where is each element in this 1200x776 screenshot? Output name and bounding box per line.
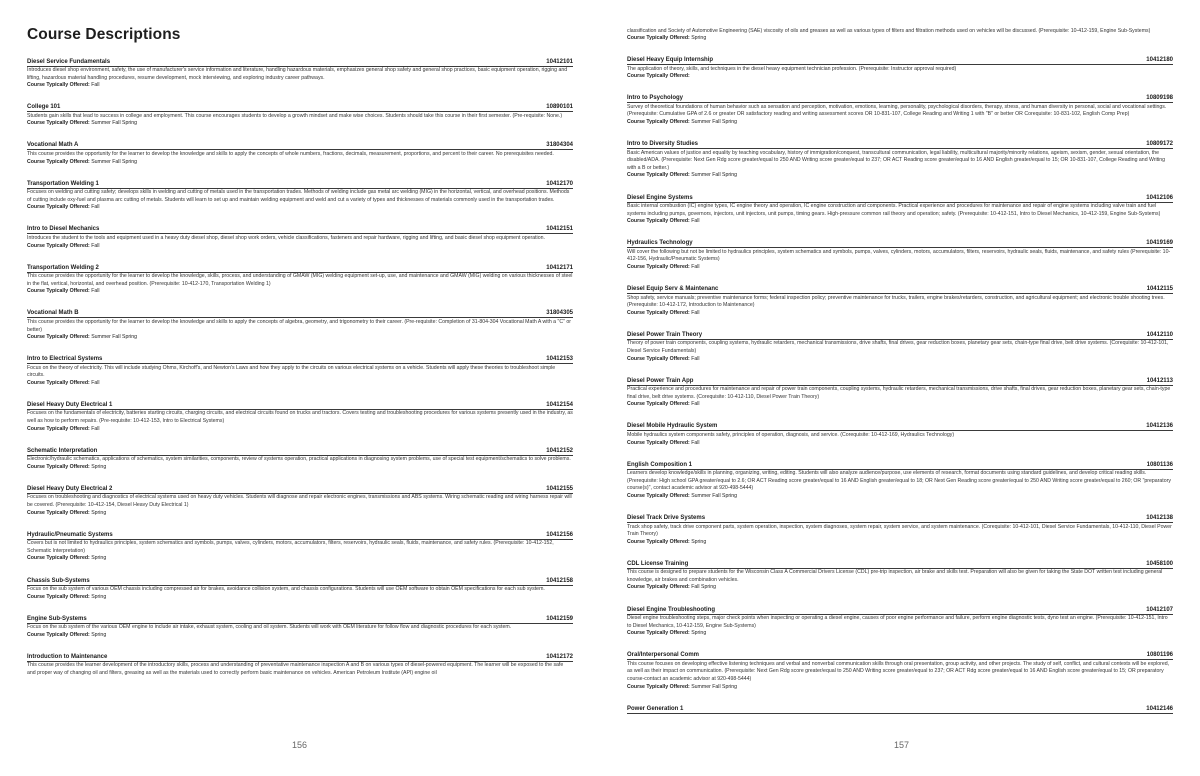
- course-number: 31804305: [546, 310, 573, 317]
- course-title: Diesel Heavy Duty Electrical 2: [27, 485, 113, 492]
- course-offered: [627, 73, 1173, 81]
- offered-terms: Fall: [691, 401, 700, 408]
- course-offered: [627, 35, 1173, 43]
- course-description: This course focuses on developing effective listening techniques and verbal and nonverbal communication skills through oral presentation, group activity, and other projects. The study of self, conflict, and cultural contexts will be explored, as well as their impact on communication. (Prerequisite: Next Gen Rdg score greater/equal to 250 AND Writing score greater/equal to 237; OR ACT Rdg score greater/equal to 16 AND English score greater/equal to 15; OR preparatory course-contact an academic advisor at 920-498-5444): [627, 660, 1170, 683]
- course-header: [627, 376, 1173, 386]
- course-description: Track shop safety, track drive component parts, system operation, inspection, system diagnoses, system repair, system service, and system maintenance. (Corequisite: 10-412-101, Diesel Service Fundamentals, 10-412-110, Diesel Power Train Theory): [627, 523, 1172, 538]
- offered-terms: Spring: [691, 630, 707, 637]
- course-number: 10412152: [546, 447, 573, 454]
- course-offered: [627, 440, 1173, 448]
- course-title: Diesel Engine Systems: [627, 194, 693, 201]
- offered-terms: Fall: [691, 309, 700, 316]
- offered-label: Course Typically Offered:: [27, 593, 90, 600]
- course-description: Shop safety, service manuals; preventive maintenance forms; federal inspection policy; preventive maintenance for trucks, trailers, engine brakes/retarders, construction, and agricultural equipment; and electronic trouble shooting trees. (Prerequisite: 10-412-172, Introduction to Maintenance): [627, 294, 1165, 309]
- course-description: Learners develop knowledge/skills in planning, organizing, writing, editing. Students will also analyze audience/purpose, use elements of research, format documents using standard guidelines, and develop critical reading skills. (Prerequisite: High school GPA greater/equal to 2.6; OR ACT Reading score greater/equal to 16 AND English greater/equal to 18; OR Next Gen Reading score greater/equal to 250 AND Writing score greater/equal to 260; OR "preparatory course(s)", contact academic advisor at 920-498-5444): [627, 470, 1171, 492]
- course-title: Engine Sub-Systems: [27, 615, 87, 622]
- course-title: Diesel Power Train Theory: [627, 331, 703, 338]
- offered-terms: Spring: [91, 509, 107, 516]
- course-entry: [627, 651, 1173, 691]
- course-number: 10458100: [1146, 560, 1173, 567]
- offered-label: Course Typically Offered:: [627, 538, 690, 545]
- course-entry: [27, 446, 573, 471]
- course-description: Introduces diesel shop environment, safety, the use of manufacturer's service information and literature, handling hazardous materials, emphasizes general shop safety and general shop practices, basic equipment operation, rigging and lifting, hazardous material handling procedures, resume development, mock interviewing, and exploring industry career pathways.: [27, 67, 568, 81]
- course-title: Diesel Heavy Equip Internship: [627, 57, 714, 64]
- course-entry: [627, 605, 1173, 638]
- course-offered: [627, 493, 1173, 501]
- course-number: 10809198: [1146, 95, 1173, 102]
- course-header: [627, 239, 1173, 249]
- course-offered: [27, 82, 573, 90]
- offered-label: Course Typically Offered:: [27, 463, 90, 470]
- offered-label: Course Typically Offered:: [27, 288, 90, 295]
- course-header: [27, 263, 573, 273]
- course-number: 10801196: [1146, 652, 1173, 659]
- course-offered: [27, 594, 573, 602]
- course-number: 10412106: [1146, 194, 1173, 201]
- offered-label: Course Typically Offered:: [627, 119, 690, 126]
- course-number: 10801136: [1146, 461, 1173, 468]
- course-offered: [627, 264, 1173, 272]
- course-entry: [627, 330, 1173, 363]
- page-number: 156: [292, 740, 308, 750]
- course-header: [27, 484, 573, 494]
- offered-label: Course Typically Offered:: [27, 555, 90, 562]
- offered-label: Course Typically Offered:: [627, 172, 690, 179]
- course-description: Electronic/hydraulic schematics, applications of schematics, system similarities, components, review of systems operation, practical applications in diagnosing system problems, use of special test equipment/schematics to solve problems.: [27, 456, 571, 463]
- offered-terms: Fall: [91, 204, 100, 211]
- course-entry: [27, 309, 573, 342]
- course-number: 10412170: [546, 180, 573, 187]
- course-entry: [27, 400, 573, 433]
- offered-label: Course Typically Offered:: [627, 683, 690, 690]
- course-title: Diesel Track Drive Systems: [627, 515, 706, 521]
- course-header: [27, 309, 573, 319]
- course-title: Oral/Interpersonal Comm: [627, 652, 700, 659]
- course-title: Introduction to Maintenance: [27, 653, 108, 660]
- offered-terms: Spring: [91, 593, 107, 600]
- offered-label: Course Typically Offered:: [27, 120, 90, 127]
- course-entry: [627, 460, 1173, 500]
- course-description: Focus on the theory of electricity. This will include studying Ohms, Kirchoff's, and Newton's Laws and how they apply to the circuits on various electrical systems on a vehicle. Students will apply these theories to troubleshoot simple circuits.: [27, 364, 556, 379]
- course-offered: [627, 119, 1173, 127]
- offered-terms: Fall: [91, 288, 100, 295]
- course-header: [627, 193, 1173, 203]
- course-title: College 101: [27, 104, 61, 111]
- course-title: CDL License Training: [627, 560, 689, 567]
- course-header: [627, 514, 1173, 524]
- course-description: Survey of theoretical foundations of human behavior such as sensation and perception, motivation, emotions, learning, personality, psychological disorders, therapy, stress, and human diversity in personal, social and vocational settings. (Prerequisite: Cumulative GPA of 2.6 or greater OR satisfactory reading and writing assessment scores OR 10-831-107, College Reading and Writing 1 with "B" or better OR Corequisite: 10-831-102, English Comp Prep): [627, 103, 1167, 118]
- course-title: Vocational Math A: [27, 142, 79, 149]
- offered-label: Course Typically Offered:: [27, 509, 90, 516]
- offered-terms: Spring: [91, 555, 107, 562]
- offered-label: Course Typically Offered:: [627, 401, 690, 408]
- course-entry: [627, 193, 1173, 226]
- course-description: Covers but is not limited to hydraulics principles, system schematics and symbols, pumps, valves, cylinders, motors, accumulators, filters, reservoirs, hydraulic seals, fluids, maintenance, and safety rules. (Prerequisite: 10-412-152, Schematic Interpretation): [27, 540, 554, 554]
- offered-terms: Fall: [91, 82, 100, 89]
- course-number: 10412156: [546, 531, 573, 538]
- course-title: Diesel Power Train App: [627, 377, 694, 384]
- course-number: 10419169: [1146, 240, 1173, 247]
- course-number: 10412101: [546, 58, 573, 65]
- page-number: 157: [894, 740, 910, 750]
- course-number: 10412180: [1146, 57, 1173, 64]
- course-description: Basic American values of justice and equality by teaching vocabulary, history of immigration/conquest, transcultural communication, legal liability, multicultural majority/minority relations, ageism, sexism, gender, sexual orientation, the disabled/ADA. (Prerequisite: Next Gen Rdg score greater/equal to 250 AND Writing score greater/equal to 237; OR ACT Reading score greater/equal to 16 AND English greater/equal to 15; OR 10-831-107, College Reading and Writing with a B or better.): [627, 149, 1166, 171]
- course-entry: [627, 559, 1173, 592]
- offered-terms: Spring: [91, 631, 107, 638]
- course-offered: [627, 356, 1173, 364]
- course-number: 10412153: [546, 356, 573, 363]
- offered-terms: Spring: [691, 538, 707, 545]
- course-offered: [27, 159, 573, 167]
- course-title: Diesel Equip Serv & Maintenanc: [627, 286, 719, 293]
- left-page: [27, 0, 573, 776]
- offered-terms: Fall: [91, 425, 100, 432]
- course-title: Schematic Interpretation: [27, 447, 98, 454]
- course-number: 10412136: [1146, 423, 1173, 430]
- offered-terms: Fall: [691, 264, 700, 270]
- course-entry: [627, 422, 1173, 447]
- offered-terms: Fall: [691, 355, 700, 362]
- course-offered: [627, 584, 1173, 592]
- offered-label: Course Typically Offered:: [27, 379, 90, 386]
- course-entry: [27, 225, 573, 250]
- course-header: [27, 576, 573, 586]
- course-description: The application of theory, skills, and techniques in the diesel heavy equipment technician profession. (Prerequisite: Instructor approval required): [627, 65, 957, 72]
- course-offered: [627, 684, 1173, 692]
- course-description: Introduces the student to the tools and equipment used in a heavy duty diesel shop, diesel shop work orders, vehicle classifications, fasteners and repair hardware, rigging and lifting, and basic diesel shop equipment operation.: [27, 234, 545, 241]
- course-offered: [27, 243, 573, 251]
- course-description: Focuses on troubleshooting and diagnostics of electrical systems used on heavy duty vehicles. Students will diagnose and repair electronic engines, transmissions and ABS systems. Wiring schematic reading and wiring harness repair will be covered. (Prerequisite: 10-412-154, Diesel Heavy Duty Electrical 1): [27, 494, 572, 509]
- course-offered: [27, 555, 573, 563]
- course-description: This course provides the learner development of the introductory skills, process and understanding of preventative maintenance inspection A and B on various types of diesel-powered equipment. The learner will be exposed to the safe and proper way of changing oil and filters, greasing as well as the materials used to correctly perform basic maintenance on vehicles. American Petroleum Institute (API) engine oil: [27, 662, 564, 676]
- course-number: 10412115: [1146, 286, 1173, 293]
- course-list: [627, 27, 1173, 714]
- course-offered: [27, 426, 573, 434]
- course-title: English Composition 1: [627, 461, 693, 468]
- course-entry: [627, 514, 1173, 547]
- course-header: [27, 614, 573, 624]
- offered-label: Course Typically Offered:: [27, 158, 90, 165]
- offered-terms: Summer Fall Spring: [91, 120, 138, 127]
- course-number: 31804304: [546, 142, 573, 149]
- course-entry: [627, 285, 1173, 318]
- page-title: Course Descriptions: [27, 26, 181, 43]
- course-title: Diesel Service Fundamentals: [27, 58, 111, 65]
- course-title: Diesel Heavy Duty Electrical 1: [27, 401, 113, 408]
- course-header: [27, 355, 573, 365]
- course-description: Focuses on the fundamentals of electricity, batteries starting circuits, charging circuits, and electrical circuits found on trucks and tractors. Covers testing and troubleshooting procedures for various systems presently used in the industry, as well as how to perform repairs. (Pre-requisite: 10-412-153, Intro to Electrical Systems): [27, 410, 573, 425]
- course-description: Students gain skills that lead to success in college and employment. This course encourages students to develop a growth mindset and make wise choices. Students should take this course in their first semester. (Pre-requisite: None.): [27, 112, 563, 119]
- offered-label: Course Typically Offered:: [627, 218, 690, 225]
- course-entry: [27, 530, 573, 563]
- course-title: Intro to Diversity Studies: [627, 141, 699, 148]
- course-header: [27, 103, 573, 113]
- course-offered: [627, 172, 1173, 180]
- course-entry: [627, 239, 1173, 272]
- course-description: Basic internal combustion (IC) engine types, IC engine theory and operation, IC engine construction and components. Practical experience and procedures for maintenance and repair of engine systems including valve train and fuel systems including pumps, governors, injectors, unit injectors, unit pumps, timing gears. High-pressure common rail theory and operation; safety. (Prerequisite: 10-412-151, Intro to Diesel Mechanics, 10-412-159, Engine Sub-Systems): [627, 203, 1161, 217]
- course-description: Focuses on welding and cutting safety; develops skills in welding and cutting of metals used in the transportation trades. Methods of welding include gas metal arc welding (MIG) in the horizontal, vertical, and overhead positions. Methods of cutting include oxy-fuel and plasma arc cutting of metals. Students will learn to set up and maintain welding equipment and weld and cut a variety of types and thicknesses of materials commonly used in the transportation trades.: [27, 189, 570, 203]
- course-description: Diesel engine troubleshooting steps, major check points when inspecting or operating a diesel engine, causes of poor engine performance and failure, perform engine diagnostic tests, dyno test an engine. (Prerequisite: 10-412-151, Intro to Diesel Mechanics, 10-412-159, Engine Sub-Systems): [627, 615, 1168, 629]
- course-number: 10412171: [546, 264, 573, 271]
- offered-terms: Summer Fall Spring: [91, 158, 138, 165]
- offered-terms: Summer Fall Spring: [91, 334, 138, 341]
- course-number: 10809172: [1146, 141, 1173, 148]
- course-entry: [627, 140, 1173, 180]
- offered-label: Course Typically Offered:: [27, 334, 90, 341]
- offered-terms: Fall: [691, 439, 700, 446]
- course-number: 10412110: [1146, 331, 1173, 338]
- offered-label: Course Typically Offered:: [27, 204, 90, 211]
- course-header: [27, 652, 573, 662]
- course-header: [627, 651, 1173, 661]
- course-offered: [27, 120, 573, 128]
- course-entry: [627, 94, 1173, 127]
- course-description: This course provides the opportunity for the learner to develop the knowledge, skills, process, and understanding of GMAW (MIG) welding equipment set-up, use, and maintenance and GMAW (MIG) welding on various thicknesses of steel in the flat, vertical, horizontal, and overhead position. (Prerequisite: 10-412-170, Transportation Welding 1): [27, 273, 573, 287]
- offered-label: Course Typically Offered:: [27, 242, 90, 249]
- course-number: 10412154: [546, 401, 573, 408]
- course-header: [27, 446, 573, 456]
- course-entry: [27, 652, 573, 677]
- offered-label: Course Typically Offered:: [27, 425, 90, 432]
- course-entry: [627, 376, 1173, 409]
- course-entry: [27, 576, 573, 601]
- course-entry: [27, 103, 573, 128]
- course-number: 10412158: [546, 577, 573, 584]
- course-description: This course provides the opportunity for the learner to develop the knowledge and skills to apply the concepts of algebra, geometry, and trigonometry to their career. (Pre-requisite: Completion of 31-804-304 Vocational Math A with a "C" or better): [27, 318, 571, 333]
- course-title: Intro to Diesel Mechanics: [27, 226, 100, 233]
- offered-terms: Summer Fall Spring: [691, 119, 738, 126]
- course-entry: [27, 355, 573, 388]
- offered-label: Course Typically Offered:: [627, 309, 690, 316]
- course-offered: [627, 401, 1173, 409]
- course-header: [627, 285, 1173, 295]
- course-description: Will cover the following but not be limited to hydraulics principles, system schematics and symbols, pumps, valves, cylinders, motors, accumulators, filters, reservoirs, hydraulic seals, fluids, maintenance, and safety rules (Prerequisite: 10-412-156, Hydraulic/Pneumatic Systems): [627, 248, 1171, 263]
- offered-label: Course Typically Offered:: [27, 631, 90, 638]
- course-number: 10412107: [1146, 606, 1173, 613]
- offered-terms: Summer Fall Spring: [691, 492, 738, 499]
- course-description: Focus on the sub system of various OEM chassis including compressed air for brakes, avoidance collision system, and chassis configurations. Students will use OEM software to obtain OEM specifications for each sub system.: [27, 586, 545, 592]
- course-description: Practical experience and procedures for maintenance and repair of power train components, coupling systems, hydraulic retarders, mechanical transmissions, drive shafts, final drives, gear reduction boxes, planetary gear sets, chain-type final drive, belt drive systems. (Corequisite: 10-412-110, Diesel Power Train Theory): [627, 386, 1171, 400]
- course-title: Diesel Engine Troubleshooting: [627, 606, 716, 613]
- offered-label: Course Typically Offered:: [627, 492, 690, 499]
- offered-label: Course Typically Offered:: [627, 584, 690, 591]
- course-number: 10412138: [1146, 515, 1173, 521]
- course-header: [627, 330, 1173, 340]
- offered-label: Course Typically Offered:: [27, 82, 90, 89]
- course-title: Power Generation 1: [627, 705, 684, 712]
- course-entry: [627, 704, 1173, 714]
- course-title: Transportation Welding 1: [27, 180, 99, 187]
- offered-terms: Fall: [91, 379, 100, 386]
- course-title: Transportation Welding 2: [27, 264, 99, 271]
- course-header: [627, 704, 1173, 714]
- course-title: Intro to Electrical Systems: [27, 356, 103, 363]
- course-header: [27, 57, 573, 67]
- course-number: 10412113: [1146, 377, 1173, 384]
- course-entry: [27, 484, 573, 517]
- course-offered: [27, 204, 573, 212]
- course-description: Theory of power train components, coupling systems, hydraulic retarders, mechanical transmissions, drive shafts, final drives, gear reduction boxes, planetary gear sets, chain-type final drive, belt drive systems. (Corequisite: 10-412-101, Diesel Service Fundamentals): [627, 340, 1169, 354]
- course-description: This course is designed to prepare students for the Wisconsin Class A Commercial Drivers License (CDL) pre-trip inspection, air brake and skills test. Preparation will also be given for taking the State DOT written test including general knowledge, air brakes and combination vehicles.: [627, 569, 1163, 583]
- course-title: Diesel Mobile Hydraulic System: [627, 423, 718, 430]
- course-entry: [27, 141, 573, 166]
- course-header: [27, 179, 573, 189]
- course-description: Focus on the sub system of the various OEM engine to include air intake, exhaust system, cooling and oil system. Students will work with OEM literature for follow flow and diagnostic procedures for each system.: [27, 624, 512, 631]
- course-entry: [27, 263, 573, 296]
- course-description: classification and Society of Automotive Engineering (SAE) viscosity of oils and greases as well as various types of filters and filtration methods used on vehicles will be discussed. (Prerequisite: 10-412-159, Engine Sub-Systems): [627, 27, 1151, 34]
- course-header: [627, 559, 1173, 569]
- offered-label: Course Typically Offered:: [627, 35, 690, 42]
- course-offered: [627, 310, 1173, 318]
- course-offered: [627, 218, 1173, 226]
- course-number: 10412172: [546, 653, 573, 660]
- course-description: Mobile hydraulics system components safety, principles of operation, diagnosis, and service. (Corequisite: 10-412-169, Hydraulics Technology): [627, 431, 955, 438]
- course-number: 10412151: [546, 226, 573, 233]
- course-header: [627, 56, 1173, 66]
- course-number: 10890101: [546, 104, 573, 111]
- course-title: Chassis Sub-Systems: [27, 577, 90, 584]
- offered-label: Course Typically Offered:: [627, 439, 690, 446]
- course-title: Intro to Psychology: [627, 95, 684, 102]
- course-entry: [627, 28, 1173, 43]
- course-header: [27, 530, 573, 540]
- course-number: 10412146: [1146, 705, 1173, 712]
- offered-terms: Fall Spring: [691, 584, 716, 591]
- offered-label: Course Typically Offered:: [627, 355, 690, 362]
- offered-label: Course Typically Offered:: [627, 264, 690, 270]
- offered-terms: Summer Fall Spring: [691, 172, 738, 179]
- offered-terms: Fall: [91, 242, 100, 249]
- course-offered: [27, 632, 573, 640]
- course-offered: [627, 539, 1173, 547]
- course-header: [627, 94, 1173, 104]
- course-header: [27, 400, 573, 410]
- offered-terms: Summer Fall Spring: [691, 683, 738, 690]
- course-title: Hydraulics Technology: [627, 240, 693, 247]
- course-header: [627, 460, 1173, 470]
- offered-terms: Spring: [91, 463, 107, 470]
- offered-terms: Spring: [691, 35, 707, 42]
- course-entry: [27, 614, 573, 639]
- course-entry: [27, 179, 573, 212]
- course-header: [27, 141, 573, 151]
- course-offered: [27, 334, 573, 342]
- course-header: [627, 422, 1173, 432]
- course-number: 10412155: [546, 485, 573, 492]
- course-entry: [27, 57, 573, 90]
- offered-label: Course Typically Offered:: [627, 630, 690, 637]
- course-header: [27, 225, 573, 235]
- course-offered: [27, 288, 573, 296]
- course-offered: [27, 380, 573, 388]
- course-header: [627, 605, 1173, 615]
- course-offered: [27, 510, 573, 518]
- course-title: Hydraulic/Pneumatic Systems: [27, 531, 113, 538]
- offered-label: Course Typically Offered:: [627, 73, 690, 80]
- course-description: This course provides the opportunity for the learner to develop the knowledge and skills to apply the concepts of whole numbers, fractions, decimals, measurement, proportions, and percent to their career. No prerequisites needed.: [27, 150, 554, 157]
- offered-terms: Fall: [691, 218, 700, 225]
- right-page: [627, 0, 1173, 776]
- course-list: [27, 57, 573, 678]
- course-entry: [627, 56, 1173, 81]
- course-number: 10412159: [546, 615, 573, 622]
- course-offered: [627, 630, 1173, 638]
- course-header: [627, 140, 1173, 150]
- course-offered: [27, 464, 573, 472]
- course-title: Vocational Math B: [27, 310, 79, 317]
